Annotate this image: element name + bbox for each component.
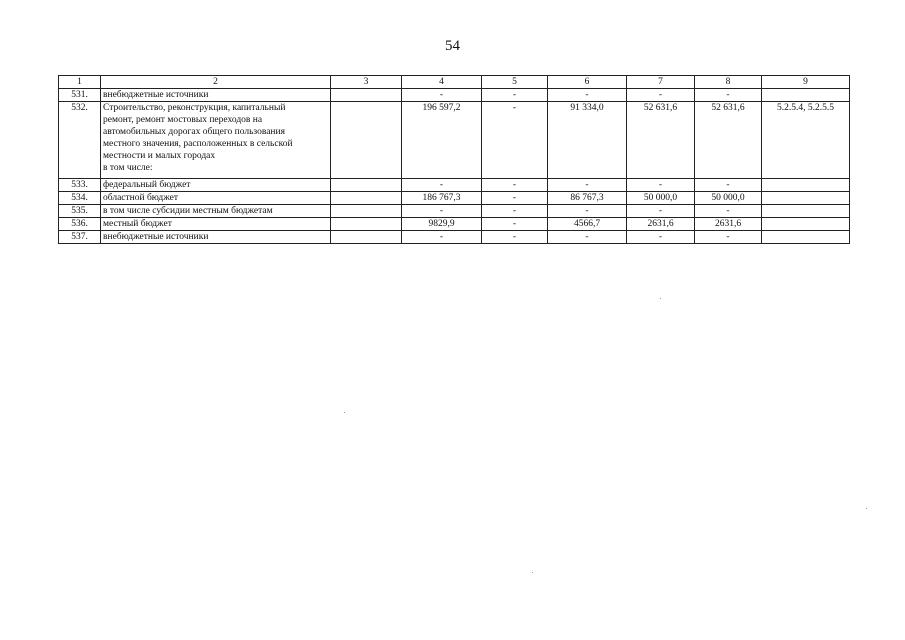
cell-col5: -	[482, 102, 548, 179]
row-description	[101, 102, 331, 179]
header-cell: 9	[762, 76, 850, 89]
table-row	[59, 179, 850, 192]
cell-col9	[762, 218, 850, 231]
cell-col6: 86 767,3	[548, 192, 627, 205]
row-number: 535.	[59, 205, 101, 218]
description-line: в том числе:	[103, 163, 153, 173]
cell-col7: -	[627, 231, 695, 244]
row-description: областной бюджет	[101, 192, 331, 205]
cell-col3	[331, 179, 402, 192]
table-row	[59, 192, 850, 205]
cell-col5: -	[482, 231, 548, 244]
cell-col5: -	[482, 89, 548, 102]
header-cell: 6	[548, 76, 627, 89]
cell-col4: 9829,9	[402, 218, 482, 231]
scan-speck	[660, 298, 661, 299]
table-row	[59, 218, 850, 231]
cell-col5: -	[482, 218, 548, 231]
cell-col5: -	[482, 192, 548, 205]
cell-col7: 2631,6	[627, 218, 695, 231]
row-number: 537.	[59, 231, 101, 244]
cell-col6: 4566,7	[548, 218, 627, 231]
scan-speck	[532, 572, 533, 573]
cell-col6: -	[548, 231, 627, 244]
cell-col8: -	[695, 179, 762, 192]
row-number: 534.	[59, 192, 101, 205]
header-cell: 8	[695, 76, 762, 89]
scan-speck	[344, 412, 345, 413]
row-number: 531.	[59, 89, 101, 102]
header-row	[59, 76, 850, 89]
cell-col8: -	[695, 231, 762, 244]
cell-col9	[762, 192, 850, 205]
description-line: ремонт, ремонт мостовых переходов на	[103, 115, 263, 125]
cell-col8: -	[695, 89, 762, 102]
cell-col4: -	[402, 179, 482, 192]
page-number: 54	[445, 38, 460, 54]
cell-col3	[331, 89, 402, 102]
cell-col7: 52 631,6	[627, 102, 695, 179]
cell-col3	[331, 192, 402, 205]
cell-col3	[331, 205, 402, 218]
cell-col9	[762, 205, 850, 218]
description-line: местности и малых городах	[103, 151, 216, 161]
table-row	[59, 89, 850, 102]
row-description: местный бюджет	[101, 218, 331, 231]
table-row	[59, 205, 850, 218]
cell-col4: -	[402, 89, 482, 102]
row-description: в том числе субсидии местным бюджетам	[101, 205, 331, 218]
cell-col3	[331, 102, 402, 179]
cell-col5: -	[482, 205, 548, 218]
cell-col5: -	[482, 179, 548, 192]
cell-col9	[762, 231, 850, 244]
cell-col8: 52 631,6	[695, 102, 762, 179]
row-number: 533.	[59, 179, 101, 192]
cell-col4: -	[402, 205, 482, 218]
table-row	[59, 231, 850, 244]
table-row	[59, 102, 850, 179]
cell-col7: -	[627, 89, 695, 102]
cell-col4: 186 767,3	[402, 192, 482, 205]
scan-speck	[866, 508, 867, 509]
cell-col6: -	[548, 179, 627, 192]
row-number: 536.	[59, 218, 101, 231]
cell-col6: 91 334,0	[548, 102, 627, 179]
row-description: внебюджетные источники	[101, 89, 331, 102]
cell-col4: 196 597,2	[402, 102, 482, 179]
header-cell: 7	[627, 76, 695, 89]
budget-table	[58, 75, 850, 244]
header-cell: 4	[402, 76, 482, 89]
row-description: внебюджетные источники	[101, 231, 331, 244]
row-number: 532.	[59, 102, 101, 179]
description-line: местного значения, расположенных в сельской	[103, 139, 293, 149]
cell-col6: -	[548, 89, 627, 102]
header-cell: 3	[331, 76, 402, 89]
cell-col4: -	[402, 231, 482, 244]
cell-col3	[331, 218, 402, 231]
cell-col7: -	[627, 205, 695, 218]
cell-col7: -	[627, 179, 695, 192]
cell-col9	[762, 179, 850, 192]
cell-col8: 50 000,0	[695, 192, 762, 205]
header-cell: 2	[101, 76, 331, 89]
row-description: федеральный бюджет	[101, 179, 331, 192]
header-cell: 1	[59, 76, 101, 89]
description-line: автомобильных дорогах общего пользования	[103, 127, 285, 137]
cell-col8: -	[695, 205, 762, 218]
header-cell: 5	[482, 76, 548, 89]
cell-col8: 2631,6	[695, 218, 762, 231]
cell-col7: 50 000,0	[627, 192, 695, 205]
cell-col3	[331, 231, 402, 244]
cell-col6: -	[548, 205, 627, 218]
cell-col9	[762, 89, 850, 102]
cell-col9: 5.2.5.4, 5.2.5.5	[762, 102, 850, 179]
description-line: Строительство, реконструкция, капитальный	[103, 103, 286, 113]
